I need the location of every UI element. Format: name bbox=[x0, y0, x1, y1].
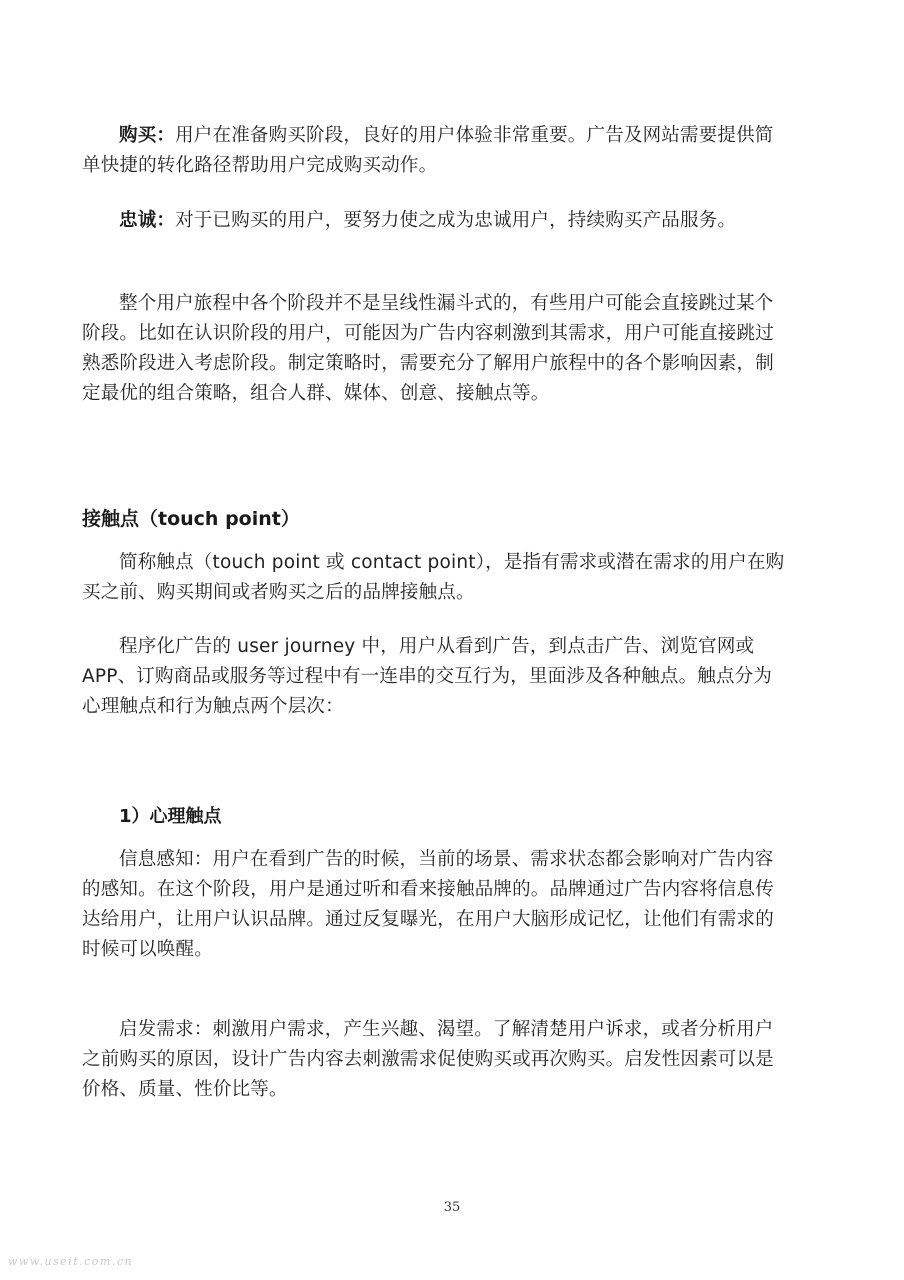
purchase-line-1 bbox=[82, 121, 822, 151]
purchase-line-2: 单快捷的转化路径帮助用户完成购买动作。 bbox=[82, 155, 438, 176]
inspire-demand-line: 之前购买的原因，设计广告内容去刺激需求促使购买或再次购买。启发性因素可以是 bbox=[82, 1049, 774, 1070]
purchase-label: 购买： bbox=[119, 125, 176, 146]
journey-line: 阶段。比如在认识阶段的用户，可能因为广告内容刺激到其需求，用户可能直接跳过 bbox=[82, 323, 774, 344]
touchpoint-journey-line: 心理触点和行为触点两个层次： bbox=[82, 696, 344, 717]
touchpoint-journey-paragraph bbox=[82, 632, 822, 722]
journey-line: 定最优的组合策略，组合人群、媒体、创意、接触点等。 bbox=[82, 383, 550, 404]
inspire-demand-line: 价格、质量、性价比等。 bbox=[82, 1079, 288, 1100]
definition-line: 简称触点（touch point 或 contact point），是指有需求或潜在需求的用户在购 bbox=[119, 552, 785, 573]
inspire-demand-paragraph bbox=[82, 1015, 822, 1105]
journey-line: 整个用户旅程中各个阶段并不是呈线性漏斗式的，有些用户可能会直接跳过某个 bbox=[119, 293, 774, 314]
watermark-text: www.useit.com.cn bbox=[8, 1255, 134, 1268]
purchase-text-1: 用户在准备购买阶段，良好的用户体验非常重要。广告及网站需要提供简 bbox=[175, 125, 774, 146]
touchpoint-heading: 接触点（touch point） bbox=[82, 508, 300, 530]
loyalty-paragraph bbox=[82, 206, 822, 236]
psych-touchpoint-heading: 1）心理触点 bbox=[119, 806, 222, 827]
loyalty-line-1 bbox=[82, 206, 822, 236]
loyalty-label: 忠诚： bbox=[119, 210, 176, 231]
touchpoint-definition-paragraph bbox=[82, 548, 822, 608]
info-perception-line: 达给用户，让用户认识品牌。通过反复曝光，在用户大脑形成记忆，让他们有需求的 bbox=[82, 909, 774, 930]
info-perception-paragraph bbox=[82, 845, 822, 965]
info-perception-line: 的感知。在这个阶段，用户是通过听和看来接触品牌的。品牌通过广告内容将信息传 bbox=[82, 879, 774, 900]
journey-paragraph bbox=[82, 289, 822, 409]
definition-line: 买之前、购买期间或者购买之后的品牌接触点。 bbox=[82, 582, 475, 603]
inspire-demand-line: 启发需求：刺激用户需求，产生兴趣、渴望。了解清楚用户诉求，或者分析用户 bbox=[119, 1019, 774, 1040]
touchpoint-journey-line: APP、订购商品或服务等过程中有一连串的交互行为，里面涉及各种触点。触点分为 bbox=[82, 666, 773, 687]
touchpoint-journey-line: 程序化广告的 user journey 中，用户从看到广告，到点击广告、浏览官网或 bbox=[119, 636, 755, 657]
loyalty-text-1: 对于已购买的用户，要努力使之成为忠诚用户，持续购买产品服务。 bbox=[175, 210, 737, 231]
info-perception-line: 时候可以唤醒。 bbox=[82, 939, 213, 960]
info-perception-line: 信息感知：用户在看到广告的时候，当前的场景、需求状态都会影响对广告内容 bbox=[119, 849, 774, 870]
journey-line: 熟悉阶段进入考虑阶段。制定策略时，需要充分了解用户旅程中的各个影响因素，制 bbox=[82, 353, 774, 374]
page-number: 35 bbox=[443, 1200, 461, 1215]
purchase-paragraph bbox=[82, 121, 822, 181]
